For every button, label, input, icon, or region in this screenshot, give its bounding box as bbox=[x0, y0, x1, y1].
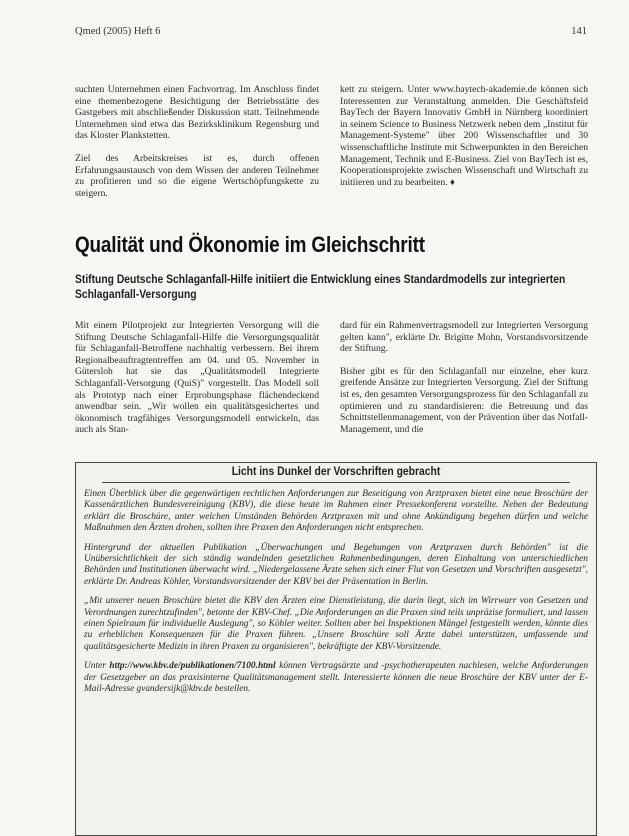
info-box-body bbox=[76, 483, 596, 696]
page-number: 141 bbox=[571, 26, 587, 37]
paragraph: Hintergrund der aktuellen Publikation „Überwachungen und Begehungen von Arztpraxen durch Behörden" ist die Unübersichtlichkeit der sich ständig wandelnden gesetzlichen Rahmenbedingungen, deren Einhaltung von unterschiedlichen Behörden und Institutionen überwacht wird. „Niedergelassene Ärzte sehen sich einer Flut von Gesetzen und Vorschriften ausgesetzt", erklärte Dr. Andreas Köhler, Vorstandsvorsitzender der KBV bei der Präsentation in Berlin. bbox=[84, 542, 588, 587]
publication-link[interactable]: http://www.kbv.de/publikationen/7100.html bbox=[109, 661, 276, 672]
paragraph: suchten Unternehmen einen Fachvortrag. Im Anschluss findet eine themenbezogene Besichtigung der Betriebsstätte des Gastgebers mit abschließender Diskussion statt. Teilnehmende Unternehmen sind etwa das Bezirksklinikum Regensburg und das Kloster Plankstetten. bbox=[75, 84, 319, 142]
paragraph: Einen Überblick über die gegenwärtigen rechtlichen Anforderungen zur Beseitigung von Arztpraxen bietet eine neue Broschüre der Kassenärztlichen Bundesvereinigung (KBV), die diese heute im Rahmen einer Pressekonferenz vorstellte. Neben der Bedeutung erklärt die Broschüre, unter welchen Umständen Behörden Arztpraxen mit und ohne Ankündigung begehen dürfen und welche Maßnahmen den Ärzten drohen, sollten ihre Praxen den Anforderungen nicht entsprechen. bbox=[84, 489, 588, 534]
paragraph: dard für ein Rahmenvertragsmodell zur Integrierten Versorgung gelten kann", erklärte Dr. Brigitte Mohn, Vorstandsvorsitzende der Stiftung. bbox=[340, 320, 588, 355]
text: können Vertragsärzte und -psychotherapeuten nachlesen, welche Anforderungen der Gesetzgeber an das praxisinterne Qualitätsmanagement stellt. Interessierte können die neue Broschüre der KBV unter der E-Mail-Adresse gvandersijk@kbv.de bestellen. bbox=[84, 661, 589, 695]
paragraph: kett zu steigern. Unter www.baytech-akademie.de können sich Interessenten zur Veranstaltung anmelden. Die Geschäftsfeld BayTech der Bayern Innovativ GmbH in Nürnberg koordiniert in seinem Science to Business Netzwerk neben dem „Institut für Management-Systeme" über 200 Wissenschaftler und 30 wissenschaftliche Institute mit Schwerpunkten in den Bereichen Management, Technik und E-Business. Ziel von BayTech ist es, Kooperationsprojekte zwischen Wissenschaft und Wirtschaft zu initiieren und zu bearbeiten. ♦ bbox=[340, 84, 588, 188]
previous-article-left-column bbox=[75, 84, 319, 210]
running-header: Qmed (2005) Heft 6 bbox=[75, 26, 161, 37]
info-box-title: Licht ins Dunkel der Vorschriften gebracht bbox=[102, 463, 570, 483]
article-subtitle: Stiftung Deutsche Schlaganfall-Hilfe initiiert die Entwicklung eines Standardmodells zur integrierten Schlaganfall-Versorgung bbox=[75, 272, 566, 301]
paragraph-with-link bbox=[84, 661, 588, 695]
paragraph: Bisher gibt es für den Schlaganfall nur einzelne, eher kurz greifende Ansätze zur Integrierten Versorgung. Ziel der Stiftung ist es, den gesamten Versorgungsprozess für den Schlaganfall zu optimieren und zu standardisieren: die Betreuung und das Schnittstellenmanagement, von der Prävention über das Notfall-Management, und die bbox=[340, 365, 588, 435]
info-box bbox=[75, 462, 597, 836]
paragraph: „Mit unserer neuen Broschüre bietet die KBV den Ärzten eine Dienstleistung, die darin liegt, sich im Wirrwarr von Gesetzen und Verordnungen zurechtzufinden", betonte der KBV-Chef. „Die Anforderungen an die Praxen sind teils unpräzise formuliert, und lassen einen Spielraum für individuelle Auslegung", so Köhler weiter. Sollten aber bei Inspektionen Mängel festgestellt werden, könnte dies zu erheblichen Konsequenzen für die Praxen führen. „Unsere Broschüre soll Ärzte dabei unterstützen, umfassende und qualitätsgesicherte Medizin in ihren Praxen zu organisieren", bekräftigte der KBV-Vorsitzende. bbox=[84, 596, 588, 652]
text: Unter bbox=[84, 661, 106, 672]
article-left-column bbox=[75, 320, 319, 447]
paragraph: Ziel des Arbeitskreises ist es, durch offenen Erfahrungsaustausch von dem Wissen der anderen Teilnehmer zu profitieren und so die eigene Wertschöpfungskette zu steigern. bbox=[75, 152, 319, 199]
previous-article-right-column bbox=[340, 84, 588, 199]
article-right-column bbox=[340, 320, 588, 446]
article-title: Qualität und Ökonomie im Gleichschritt bbox=[75, 232, 425, 257]
paragraph: Mit einem Pilotprojekt zur Integrierten Versorgung will die Stiftung Deutsche Schlaganfall-Hilfe die Versorgungsqualität für Schlaganfall-Betroffene nachhaltig verbessern. Bei ihrem Regionalbeauftragtentreffen am 04. und 05. November in Gütersloh hat sie das „Qualitätsmodell Integrierte Schlaganfall-Versorgung (QuiS)" vorgestellt. Das Modell soll als Prototyp nach einer Erprobungsphase flächendeckend anwendbar sein. „Wir wollen ein qualitätsgesichertes und ökonomisch tragfähiges Versorgungsmodell entwickeln, das auch als Stan- bbox=[75, 320, 319, 436]
